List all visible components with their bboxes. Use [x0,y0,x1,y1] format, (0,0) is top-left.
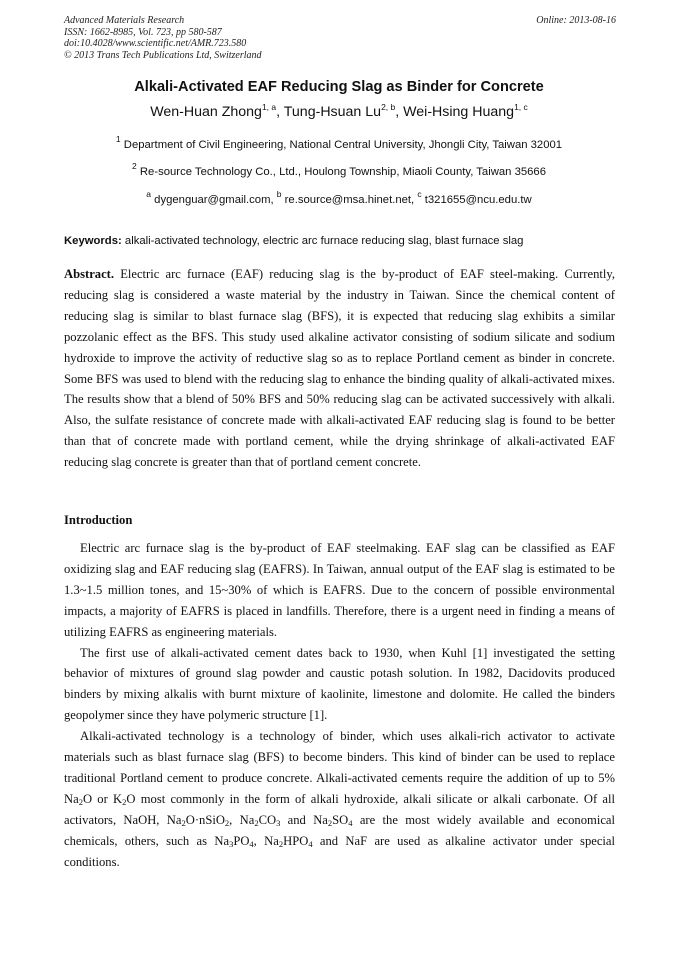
subscript: 2 [224,817,230,828]
abstract-text: Electric arc furnace (EAF) reducing slag is the by-product of EAF steel-making. Currently, reducing slag is considered a waste material by the industry in Taiwan. Since the chemical content of reducing slag is similar to blast furnace slag (BFS), it is expected that reducing slag exhibits a similar pozzolanic effect as the BFS. This study used alkaline activator consisting of sodium silicate and sodium hydroxide to improve the activity of reductive slag so as to replace Portland cement as binder in concrete. Some BFS was used to blend with the reducing slag to enhance the binding quality of alkali-activated mixes. The results show that a blend of 50% BFS and 50% reducing slag can be activated successively with alkali. Also, the sulfate resistance of concrete made with alkali-activated EAF reducing slag is found to be better than that of concrete made with portland cement, while the drying shrinkage of alkali-activated EAF reducing slag concrete is greater than that of portland cement concrete. [64,267,616,470]
text-run: and Na [280,812,328,827]
affiliation-2 [0,161,678,178]
journal-name: Advanced Materials Research [64,15,185,26]
subscript: 4 [308,838,313,849]
affiliation-marker: 2 [132,161,137,171]
introduction-body [64,538,615,873]
section-heading-introduction: Introduction [64,513,133,527]
text-run: SO [332,812,349,827]
intro-paragraph-1: Electric arc furnace slag is the by-product of EAF steelmaking. EAF slag can be classified as EAF oxidizing slag and EAF reducing slag (EAFRS). In Taiwan, annual output of the EAF slag is estimated to be 1.3~1.5 million tones, and 15~30% of which is EAFRS. Due to the concern of possible environmental impacts, a majority of EAFRS is placed in landfills. Therefore, there is a urgent need in finding a means of utilizing EAFRS as engineering materials. [64,541,615,639]
email-address[interactable]: dygenguar@gmail.com, [154,194,274,206]
doi-line: doi:10.4028/www.scientific.net/AMR.723.580 [64,38,247,49]
author-name: Wei-Hsing Huang [403,104,515,120]
text-run: , Na [229,812,255,827]
online-date: Online: 2013-08-16 [536,15,616,26]
subscript: 4 [348,817,353,828]
text-run: are the most widely available and economical chemicals, others, such as Na [64,812,616,848]
email-marker: b [276,189,282,199]
copyright-line: © 2013 Trans Tech Publications Ltd, Switzerland [64,49,262,61]
intro-paragraph-3 [64,726,615,872]
subscript: 2 [254,817,259,828]
email-list [0,189,678,206]
subscript: 2 [181,817,186,828]
author-name: Tung-Hsuan Lu [283,104,382,120]
keywords-label: Keywords: [64,235,122,247]
subscript: 2 [122,796,127,807]
affiliation-text: Re-source Technology Co., Ltd., Houlong Township, Miaoli County, Taiwan 35666 [139,166,546,178]
email-address[interactable]: t321655@ncu.edu.tw [424,194,532,206]
issn-line: ISSN: 1662-8985, Vol. 723, pp 580-587 [64,26,222,38]
author-superscript: 2, b [381,102,396,112]
keywords-line [64,235,616,247]
subscript: 3 [229,838,234,849]
text-run: O or K [82,791,123,806]
author-superscript: 1, a [261,102,277,112]
author-list: Wen-Huan Zhong$^{1, a}$, Tung-Hsuan Lu$^{2, b}$, Wei-Hsing Huang$^{1, c}$ [150,102,528,120]
text-run: O most commonly in the form of alkali hydroxide, alkali silicate or alkali carbonate. Of all activators, NaOH, Na [64,791,615,827]
subscript: 3 [276,817,281,828]
abstract-block [64,264,615,473]
text-run: and NaF are used as alkaline activator under special conditions. [64,833,616,869]
text-run: CO [258,812,277,827]
text-run: O·nSiO [185,812,225,827]
subscript: 2 [327,817,333,828]
subscript: 2 [278,838,284,849]
keywords-text: alkali-activated technology, electric arc furnace reducing slag, blast furnace slag [124,235,524,247]
email-address[interactable]: re.source@msa.hinet.net, [284,194,415,206]
text-run: HPO [283,833,309,848]
text-run: PO [233,833,250,848]
author-superscript: 1, c [514,102,528,112]
email-marker: c [417,189,422,199]
abstract-label: Abstract. [64,267,115,281]
affiliation-1 [0,134,678,151]
journal-header [64,15,616,61]
affiliation-text: Department of Civil Engineering, National Central University, Jhongli City, Taiwan 32001 [123,139,563,151]
intro-paragraph-2: The first use of alkali-activated cement dates back to 1930, when Kuhl [1] investigated the setting behavior of mixtures of ground slag powder and caustic potash solution. In 1982, Dacidovits produced binders by mixing alkalis with burnt mixture of kaolinite, limestone and dolomite. He called the binders geopolymer since they have polymeric structure [1]. [64,645,615,723]
subscript: 2 [78,796,83,807]
affiliation-marker: 1 [115,134,121,144]
email-marker: a [146,189,152,199]
text-run: , Na [253,833,279,848]
author-name: Wen-Huan Zhong [150,104,262,120]
text-run: Alkali-activated technology is a technology of binder, which uses alkali-rich activator to activate materials such as blast furnace slag (BFS) to become binders. This kind of binder can be used to replace traditional Portland cement to produce concrete. Alkali-activated cements require the addition of up to 5% Na [64,729,615,806]
subscript: 4 [249,838,254,849]
paper-title: Alkali-Activated EAF Reducing Slag as Binder for Concrete [134,79,544,95]
